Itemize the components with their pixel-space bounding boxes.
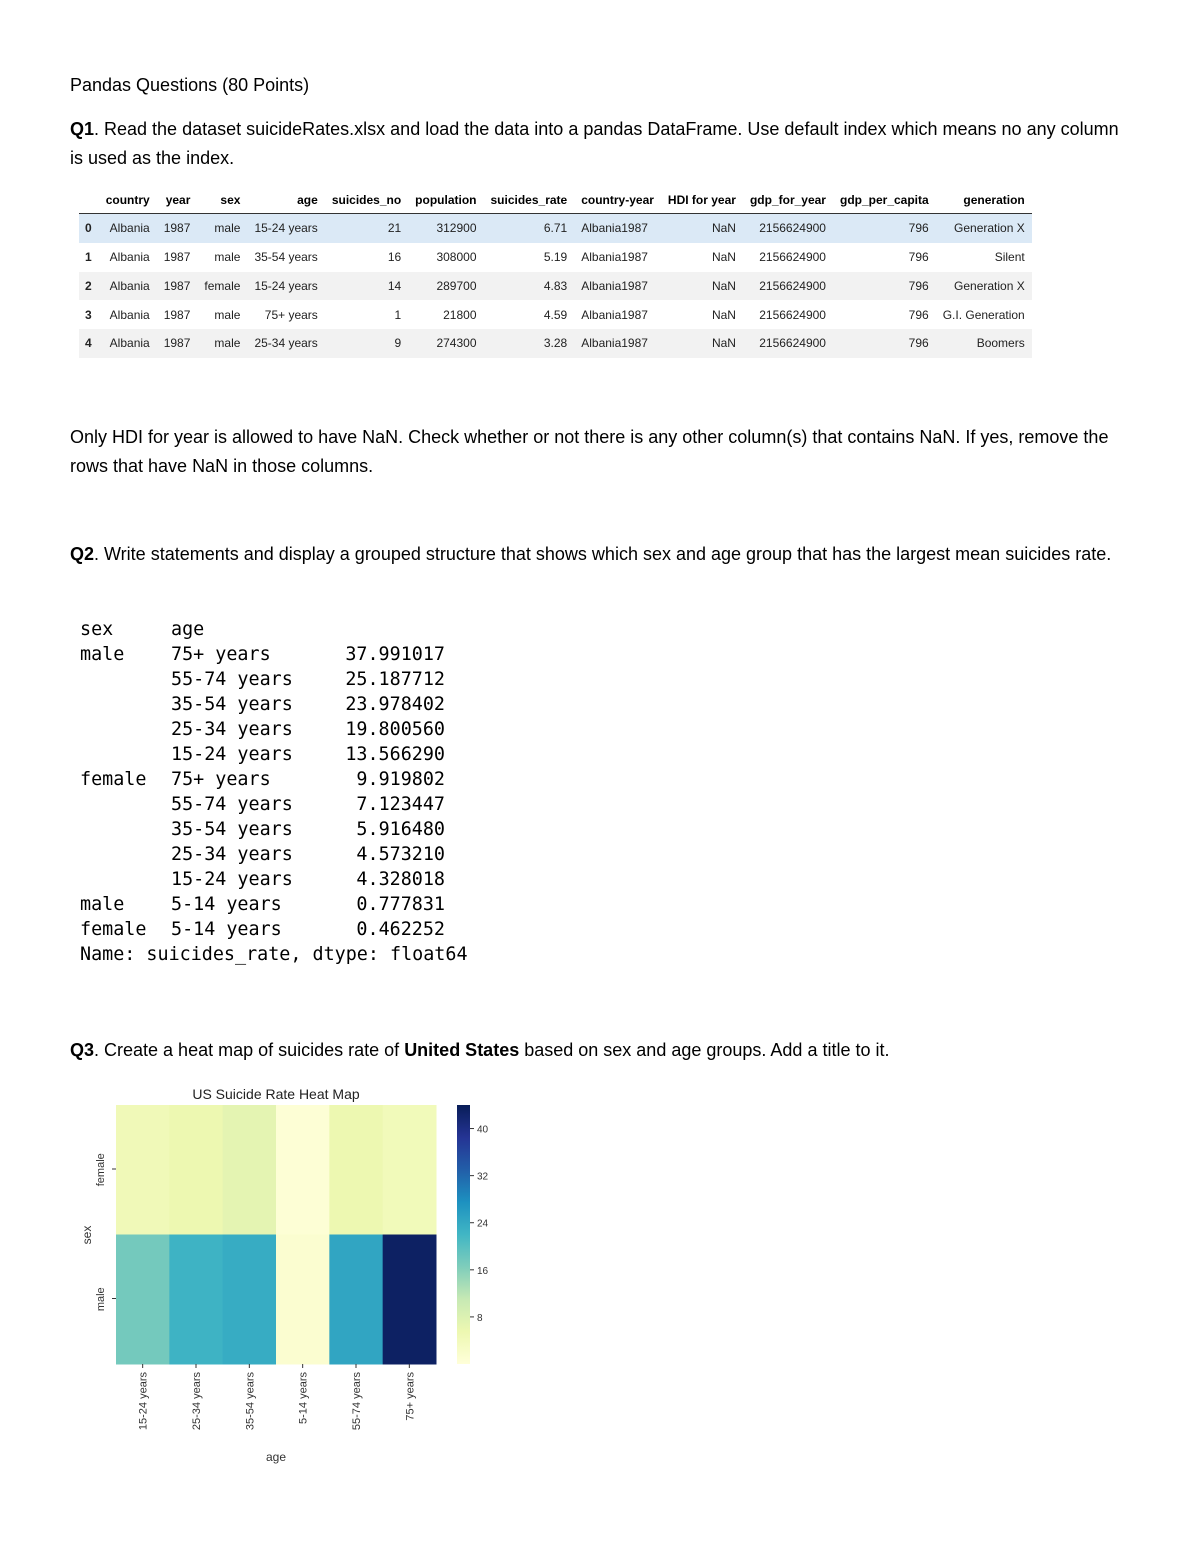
table-cell: 796 <box>833 214 936 243</box>
table-cell: 796 <box>833 329 936 358</box>
table-cell: Generation X <box>936 214 1032 243</box>
table-cell: 2156624900 <box>743 329 833 358</box>
table-cell: Albania1987 <box>581 250 648 265</box>
x-tick-label: 25-34 years <box>191 1372 203 1431</box>
q3-paragraph <box>70 1036 1130 1065</box>
table-cell: Albania <box>109 250 150 265</box>
table-cell: Albania <box>99 214 157 243</box>
table-cell: 274300 <box>408 329 483 358</box>
table-cell: 796 <box>908 250 929 265</box>
dataframe-table <box>79 186 1032 358</box>
groupby-age: 55-74 years <box>171 794 293 815</box>
table-cell: 75+ years <box>264 307 318 322</box>
colorbar-tick-label: 24 <box>477 1218 489 1230</box>
groupby-row <box>80 892 468 917</box>
heatmap-cell <box>276 1235 330 1365</box>
column-header: generation <box>963 192 1025 207</box>
table-cell: Albania1987 <box>574 272 661 301</box>
heatmap-cell <box>329 1235 383 1365</box>
q2-paragraph <box>70 540 1130 569</box>
table-cell: Generation X <box>936 272 1032 301</box>
groupby-row <box>80 767 468 792</box>
colorbar-tick-label: 8 <box>477 1312 483 1324</box>
column-header: country-year <box>581 192 654 207</box>
table-cell: Silent <box>994 250 1025 265</box>
page-heading: Pandas Questions (80 Points) <box>70 75 310 95</box>
groupby-age: 15-24 years <box>171 869 293 890</box>
groupby-age: 75+ years <box>171 644 271 665</box>
column-header: age <box>297 192 318 207</box>
column-header: year <box>165 192 191 207</box>
heatmap-cell <box>116 1235 170 1365</box>
x-axis-label: age <box>265 1450 287 1464</box>
groupby-sex: female <box>80 769 147 790</box>
table-cell: 312900 <box>408 214 483 243</box>
table-cell: 21 <box>325 214 408 243</box>
table-cell: 1 <box>394 307 402 322</box>
table-cell: Albania <box>99 329 157 358</box>
groupby-value: 7.123447 <box>356 794 445 815</box>
table-header-row <box>79 186 1032 214</box>
groupby-row <box>80 692 468 717</box>
groupby-header <box>80 617 468 642</box>
x-tick-label: 35-54 years <box>244 1372 257 1431</box>
y-tick-label: female <box>95 1153 107 1187</box>
table-row <box>79 243 1032 272</box>
groupby-value: 0.777831 <box>356 894 445 915</box>
groupby-value: 13.566290 <box>345 744 445 765</box>
groupby-row <box>80 642 468 667</box>
groupby-value: 0.462252 <box>356 919 445 940</box>
table-cell: 1987 <box>157 329 198 358</box>
table-cell: Boomers <box>936 329 1032 358</box>
heatmap-cell <box>329 1105 383 1235</box>
table-cell: Albania1987 <box>581 307 648 322</box>
table-cell: 21800 <box>443 307 477 322</box>
groupby-row <box>80 717 468 742</box>
row-index: 4 <box>79 329 99 358</box>
groupby-rows <box>80 642 468 942</box>
groupby-age: 35-54 years <box>171 819 293 840</box>
column-header: suicides_rate <box>490 192 568 207</box>
q1-label: Q1 <box>70 119 95 139</box>
table-body <box>79 214 1032 358</box>
table-cell: 796 <box>833 272 936 301</box>
groupby-row <box>80 842 468 867</box>
table-row <box>79 272 1032 301</box>
heatmap-cell <box>223 1105 277 1235</box>
q2-label: Q2 <box>70 544 95 564</box>
colorbar-tick-label: 40 <box>477 1124 489 1136</box>
column-header: gdp_per_capita <box>839 192 929 207</box>
table-cell: 2156624900 <box>759 307 826 322</box>
q1-note: Only HDI for year is allowed to have NaN. Check whether or not there is any other column(s) that contains NaN. If yes, remove the rows that have NaN in those columns. <box>70 427 1109 476</box>
table-row <box>79 329 1032 358</box>
table-cell: 1987 <box>157 214 198 243</box>
groupby-age: 55-74 years <box>171 669 293 690</box>
table-cell: 2156624900 <box>759 250 826 265</box>
groupby-age: 5-14 years <box>171 919 282 940</box>
colorbar-tick-label: 16 <box>477 1265 489 1277</box>
q3-text-before: . Create a heat map of suicides rate of <box>94 1040 405 1060</box>
table-cell: 15-24 years <box>247 214 324 243</box>
groupby-age: 25-34 years <box>171 719 293 740</box>
table-row <box>79 300 1032 329</box>
table-cell: Albania1987 <box>574 214 661 243</box>
column-header: HDI for year <box>667 192 736 207</box>
groupby-footer: Name: suicides_rate, dtype: float64 <box>80 944 468 965</box>
groupby-row <box>80 667 468 692</box>
x-tick-labels <box>138 1364 417 1430</box>
table-cell: NaN <box>661 214 743 243</box>
q1-text: . Read the dataset suicideRates.xlsx and load the data into a pandas DataFrame. Use default index which means no any column is used as the index. <box>70 119 1119 168</box>
row-index: 2 <box>79 272 99 301</box>
table-cell: NaN <box>711 307 736 322</box>
q2-text: . Write statements and display a grouped structure that shows which sex and age group that has the largest mean suicides rate. <box>94 544 1112 564</box>
table-cell: NaN <box>661 329 743 358</box>
heatmap-cell <box>116 1105 170 1235</box>
x-tick-label: 55-74 years <box>351 1372 363 1431</box>
groupby-sex: female <box>80 919 147 940</box>
table-cell: 2156624900 <box>743 272 833 301</box>
groupby-value: 4.328018 <box>356 869 445 890</box>
groupby-age: 5-14 years <box>171 894 282 915</box>
groupby-sex: male <box>80 644 125 665</box>
heatmap-chart <box>70 1078 530 1478</box>
q3-bold-country: United States <box>404 1040 520 1060</box>
heatmap-cell <box>169 1105 223 1235</box>
table-cell: 308000 <box>436 250 477 265</box>
colorbar-ticks <box>470 1125 489 1324</box>
q3-label: Q3 <box>70 1040 95 1060</box>
heatmap-title: US Suicide Rate Heat Map <box>192 1086 360 1102</box>
table-row <box>79 214 1032 243</box>
table-cell: male <box>197 329 247 358</box>
table-cell: 2156624900 <box>743 214 833 243</box>
groupby-sex: male <box>80 894 125 915</box>
colorbar-tick-label: 32 <box>477 1171 489 1183</box>
groupby-row <box>80 867 468 892</box>
table-cell: 1987 <box>163 307 191 322</box>
table-cell: 796 <box>908 307 929 322</box>
column-header: country <box>105 192 150 207</box>
table-cell: 1987 <box>163 250 191 265</box>
groupby-value: 19.800560 <box>345 719 445 740</box>
table-cell: female <box>197 272 247 301</box>
heatmap-cell <box>383 1235 437 1365</box>
row-index: 1 <box>85 250 92 265</box>
table-cell: 3.28 <box>484 329 575 358</box>
row-index: 0 <box>79 214 99 243</box>
x-tick-label: 5-14 years <box>297 1372 310 1424</box>
table-cell: 25-34 years <box>247 329 324 358</box>
y-tick-labels <box>95 1153 116 1311</box>
groupby-value: 23.978402 <box>345 694 445 715</box>
table-cell: 4.83 <box>484 272 575 301</box>
x-tick-label: 15-24 years <box>137 1372 150 1431</box>
table-cell: NaN <box>711 250 736 265</box>
table-cell: 6.71 <box>484 214 575 243</box>
table-cell: 1987 <box>157 272 198 301</box>
table-cell: Albania <box>99 272 157 301</box>
column-header <box>79 186 99 214</box>
q1-paragraph <box>70 115 1130 172</box>
table-cell: male <box>214 307 241 322</box>
groupby-row <box>80 742 468 767</box>
groupby-row <box>80 917 468 942</box>
groupby-value: 37.991017 <box>345 644 445 665</box>
table-cell: 16 <box>387 250 402 265</box>
groupby-value: 9.919802 <box>356 769 445 790</box>
heatmap-cell <box>223 1235 277 1365</box>
table-cell: Albania <box>109 307 150 322</box>
heatmap-cells <box>116 1105 437 1365</box>
groupby-value: 5.916480 <box>356 819 445 840</box>
groupby-row <box>80 817 468 842</box>
groupby-age: 25-34 years <box>171 844 293 865</box>
table-cell: G.I. Generation <box>942 307 1025 322</box>
groupby-value: 4.573210 <box>356 844 445 865</box>
row-index: 3 <box>85 307 92 322</box>
groupby-header-sex: sex <box>80 619 114 640</box>
q3-text-after: based on sex and age groups. Add a title to it. <box>519 1040 890 1060</box>
groupby-age: 75+ years <box>171 769 271 790</box>
table-cell: male <box>197 214 247 243</box>
table-cell: 4.59 <box>543 307 568 322</box>
table-cell: 5.19 <box>543 250 568 265</box>
table-cell: NaN <box>661 272 743 301</box>
table-cell: 14 <box>325 272 408 301</box>
column-header: sex <box>220 192 241 207</box>
colorbar <box>457 1105 470 1364</box>
groupby-header-age: age <box>171 619 205 640</box>
heatmap-cell <box>169 1235 223 1365</box>
groupby-age: 35-54 years <box>171 694 293 715</box>
table-cell: Albania1987 <box>574 329 661 358</box>
heatmap-cell <box>276 1105 330 1235</box>
column-header: population <box>415 192 477 207</box>
groupby-value: 25.187712 <box>345 669 445 690</box>
table-cell: 15-24 years <box>247 272 324 301</box>
column-header: gdp_for_year <box>749 192 826 207</box>
groupby-age: 15-24 years <box>171 744 293 765</box>
table-cell: 289700 <box>408 272 483 301</box>
groupby-row <box>80 792 468 817</box>
table-cell: 9 <box>325 329 408 358</box>
y-tick-label: male <box>95 1287 107 1312</box>
x-tick-label: 75+ years <box>404 1372 417 1421</box>
table-cell: 35-54 years <box>254 250 318 265</box>
groupby-output <box>80 617 468 967</box>
column-header: suicides_no <box>331 192 402 207</box>
table-cell: male <box>214 250 241 265</box>
y-axis-label: sex <box>80 1225 94 1245</box>
heatmap-cell <box>383 1105 437 1235</box>
